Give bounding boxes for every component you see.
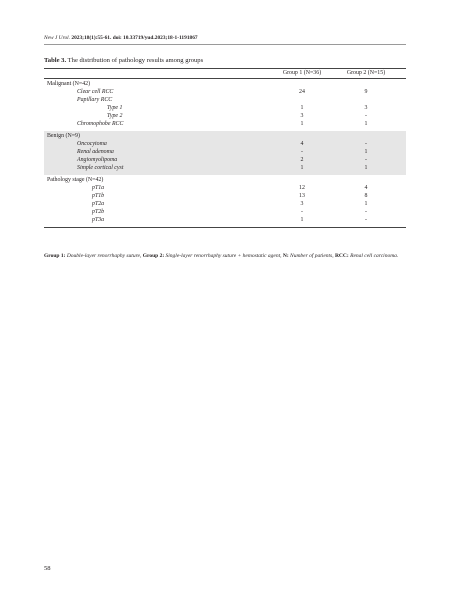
cell-group-1: 24 (299, 89, 305, 95)
page-number: 58 (44, 565, 51, 572)
row-label: Benign (N=9) (47, 133, 80, 139)
footnote-rcc-text: Renal cell carcinoma. (350, 253, 399, 259)
table-row (44, 185, 406, 193)
footnote-n-label: N: (282, 253, 289, 259)
footnote-rcc-label: RCC: (334, 253, 349, 259)
table-header-row (44, 69, 406, 78)
table-row (44, 201, 406, 209)
row-label: Clear cell RCC (77, 89, 114, 95)
table-row (44, 177, 406, 185)
table-caption (44, 57, 406, 65)
row-label: Papillary RCC (77, 97, 113, 103)
cell-group-2: - (365, 157, 367, 163)
row-label: Pathology stage (N=42) (47, 177, 104, 183)
row-label: pT1a (92, 185, 105, 191)
table-section (44, 79, 406, 131)
table-row (44, 105, 406, 113)
row-label: Oncocytoma (77, 141, 107, 147)
cell-group-2: 4 (364, 185, 368, 191)
table-row (44, 217, 406, 225)
footnote-group1-text: Double-layer renorrhaphy suture, (66, 253, 142, 259)
table-row (44, 141, 406, 149)
pathology-table (44, 68, 406, 228)
journal-name: New J Urol. (44, 35, 71, 41)
cell-group-1: 4 (300, 141, 304, 147)
cell-group-1: 1 (300, 165, 304, 171)
table-row (44, 165, 406, 173)
running-header (44, 35, 406, 42)
column-header-group-1: Group 1 (N=36) (282, 70, 322, 76)
cell-group-2: 9 (364, 89, 368, 95)
table-footnote (44, 252, 406, 260)
row-label: Type 2 (107, 113, 123, 119)
row-label: Chromophobe RCC (77, 121, 124, 127)
footnote-group2-label: Group 2: (142, 253, 165, 259)
row-label: Type 1 (107, 105, 123, 111)
table-caption-text: The distribution of pathology results among groups (67, 57, 204, 64)
footnote-group1-label: Group 1: (44, 253, 66, 259)
cell-group-2: 1 (364, 201, 368, 207)
row-label: Malignant (N=42) (47, 81, 91, 87)
cell-group-1: 1 (300, 121, 304, 127)
cell-group-2: 1 (364, 121, 368, 127)
cell-group-1: - (301, 209, 303, 215)
cell-group-1: 13 (299, 193, 305, 199)
cell-group-1: 12 (299, 185, 305, 191)
table-row (44, 193, 406, 201)
cell-group-1: 2 (300, 157, 304, 163)
row-label: Renal adenoma (77, 149, 114, 155)
header-divider (44, 44, 406, 45)
table-row (44, 149, 406, 157)
table-row (44, 113, 406, 121)
cell-group-1: 3 (300, 201, 304, 207)
cell-group-2: 3 (364, 105, 368, 111)
table-row (44, 209, 406, 217)
row-label: pT3a (92, 217, 105, 223)
table-body (44, 79, 406, 227)
table-caption-label: Table 3. (44, 57, 67, 64)
table-row (44, 97, 406, 105)
cell-group-1: 1 (300, 105, 304, 111)
footnote-group2-text: Single-layer renorrhaphy suture + hemostatic agent, (165, 253, 282, 259)
table-section (44, 175, 406, 227)
table-row (44, 121, 406, 129)
row-label: pT2a (92, 201, 105, 207)
citation: 2023;18(1):55-61. doi: 10.33719/yud.2023;18-1-1191867 (71, 35, 198, 41)
table-bottom-rule (44, 227, 406, 228)
row-label: Simple cortical cyst (77, 165, 124, 171)
cell-group-2: 1 (364, 149, 368, 155)
row-label: pT1b (92, 193, 105, 199)
cell-group-1: 3 (300, 113, 304, 119)
cell-group-2: 8 (364, 193, 368, 199)
table-row (44, 81, 406, 89)
footnote-n-text: Number of patients, (290, 253, 334, 259)
row-label: pT2b (92, 209, 105, 215)
cell-group-2: 1 (364, 165, 368, 171)
table-section (44, 131, 406, 175)
cell-group-2: - (365, 113, 367, 119)
cell-group-1: 1 (300, 217, 304, 223)
table-row (44, 89, 406, 97)
table-row (44, 133, 406, 141)
table-row (44, 157, 406, 165)
cell-group-2: - (365, 217, 367, 223)
column-header-group-2: Group 2 (N=15) (346, 70, 386, 76)
cell-group-1: - (301, 149, 303, 155)
cell-group-2: - (365, 209, 367, 215)
row-label: Angiomyolipoma (77, 157, 118, 163)
cell-group-2: - (365, 141, 367, 147)
